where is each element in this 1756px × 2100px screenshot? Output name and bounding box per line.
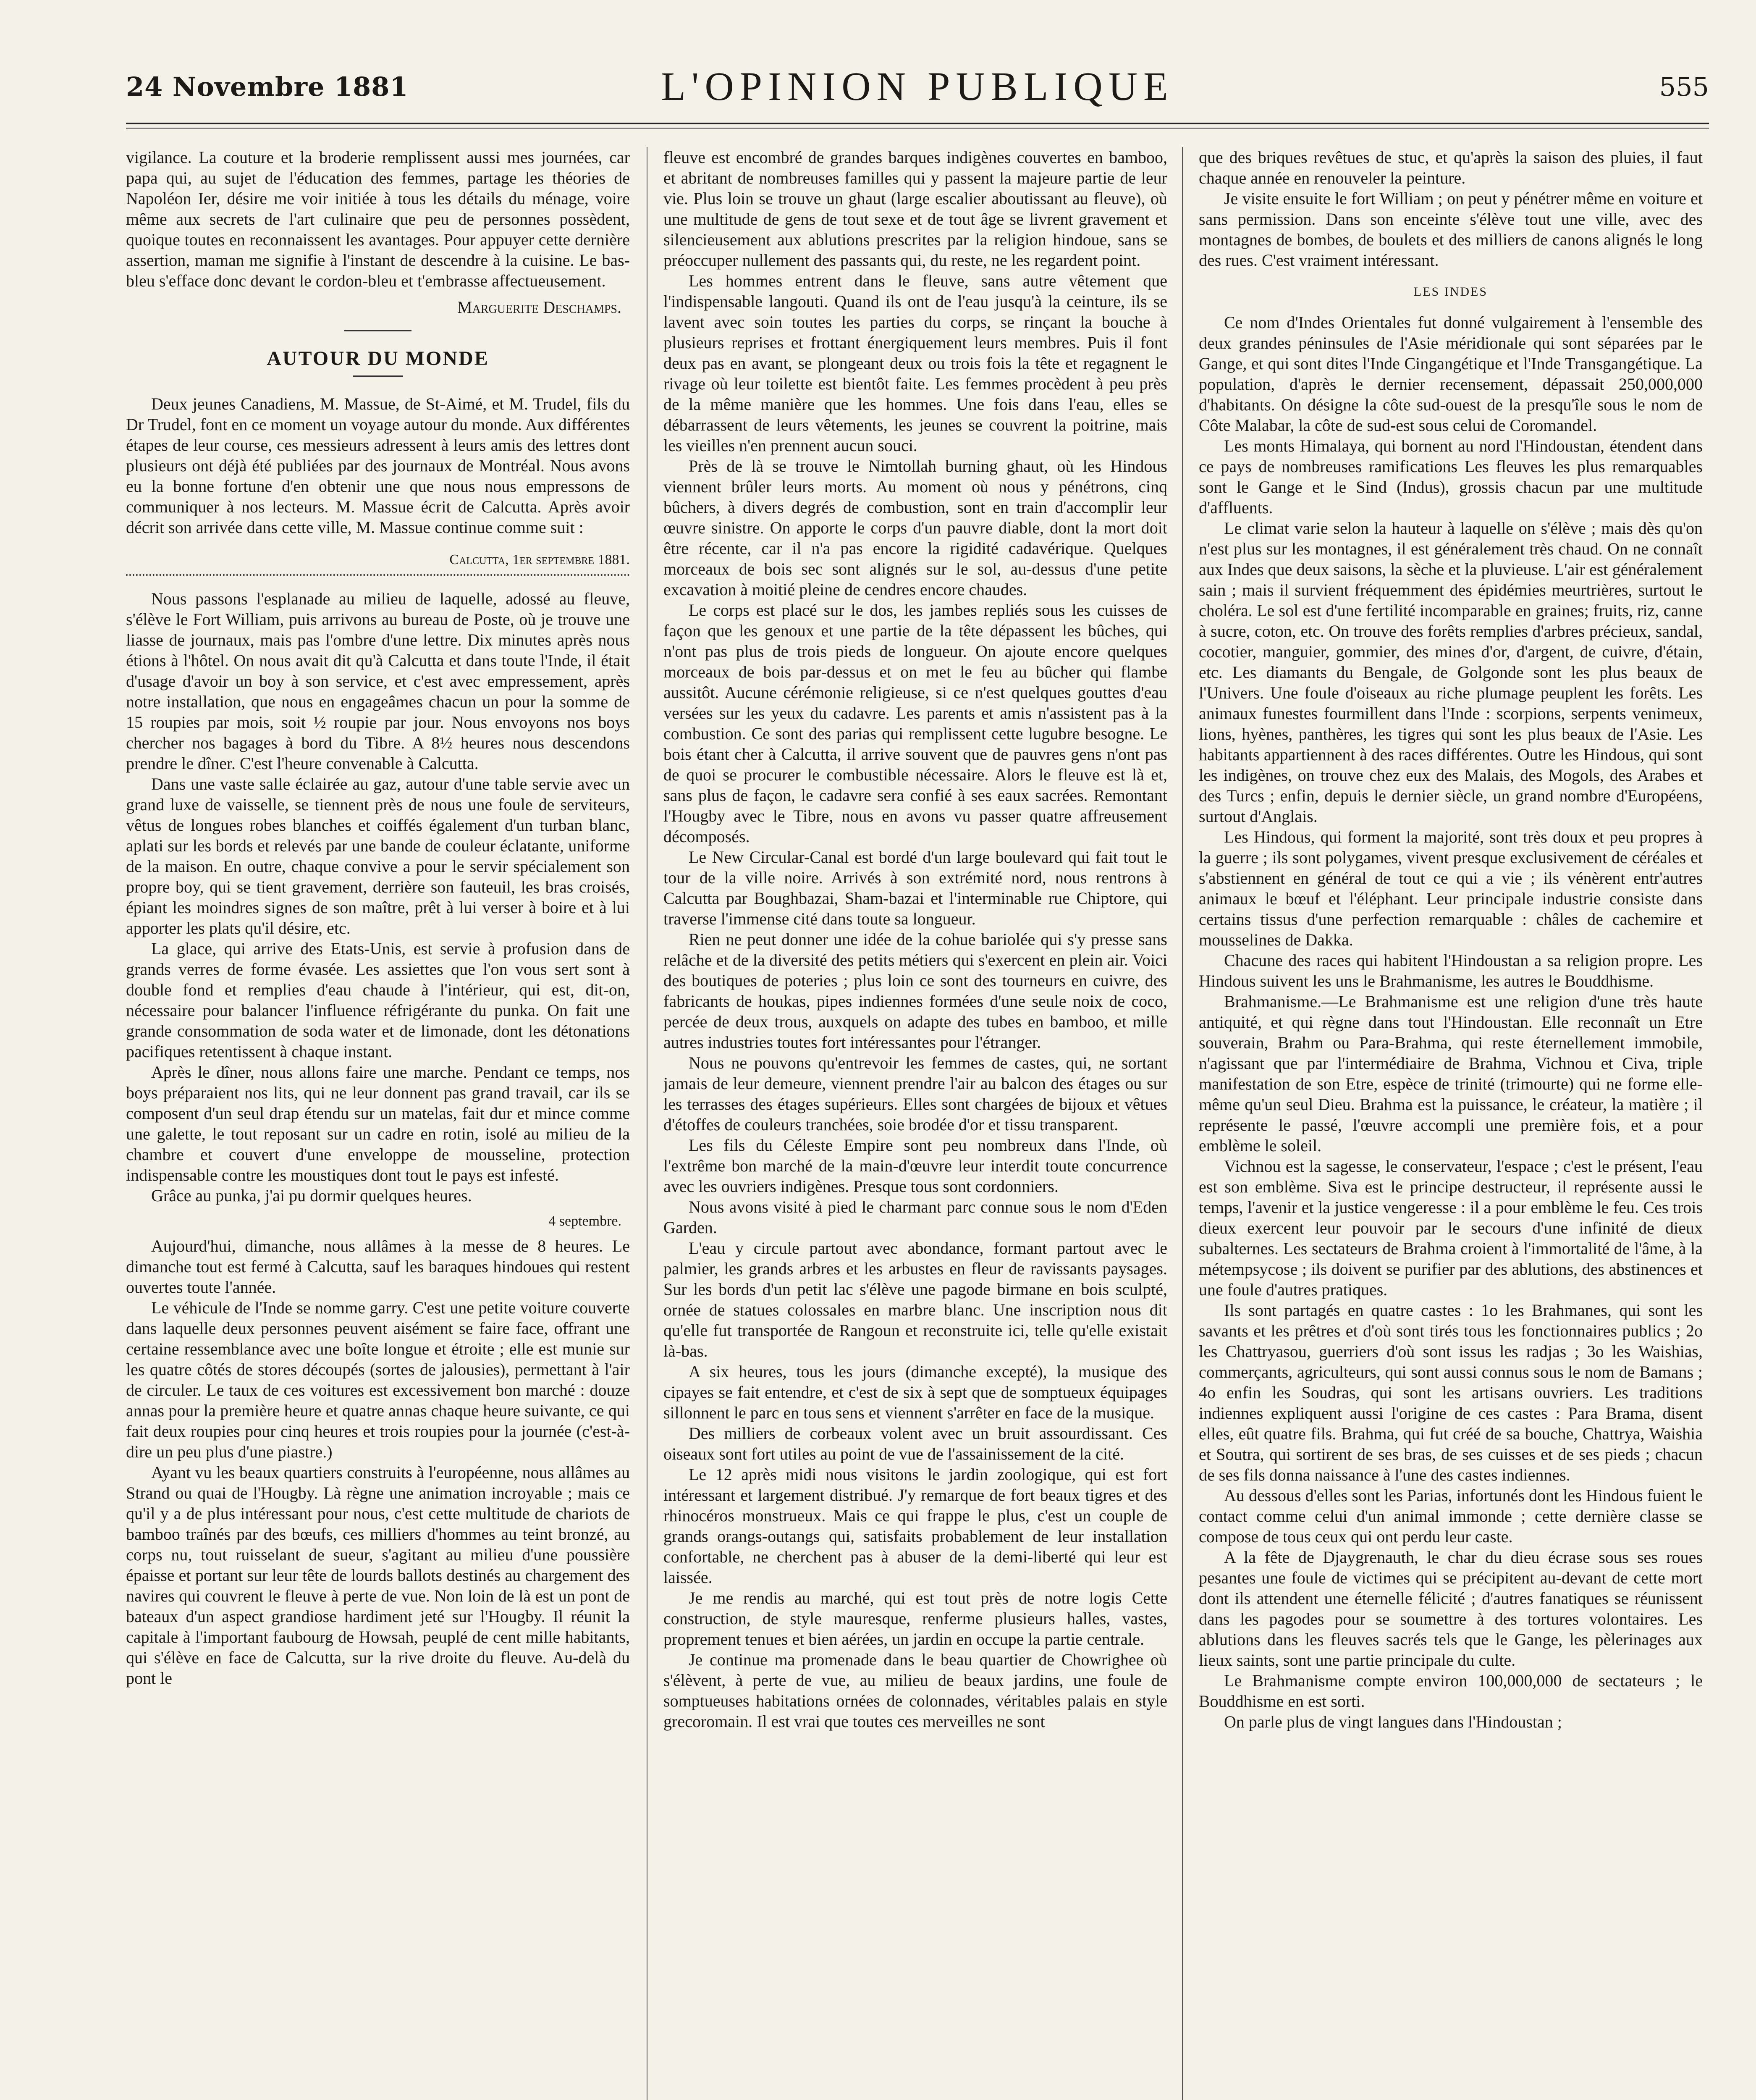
page-number: 555 [1659,71,1709,102]
paragraph: Nous passons l'esplanade au milieu de laquelle, adossé au fleuve, s'élève le Fort William, puis arrivons au bureau de Poste, où je trouve une liasse de journaux, mais pas l'ombre d'une lettre. Dix minutes après nous étions à l'hôtel. On nous avait dit qu'à Calcutta et dans toute l'Inde, il était d'usage d'avoir un boy à son service, et c'est avec empressement, après notre installation, que nous en engageâmes chacun un pour la somme de 15 roupies par mois, soit ½ roupie par jour. Nous envoyons nos boys chercher nos bagages à bord du Tibre. A 8½ heures nous descendons prendre le dîner. C'est l'heure convenable à Calcutta. [126,589,630,773]
paragraph: Nous avons visité à pied le charmant parc connue sous le nom d'Eden Garden. [663,1197,1167,1237]
author-signature: Marguerite Deschamps. [457,298,621,317]
paragraph: fleuve est encombré de grandes barques indigènes couvertes en bamboo, et abritant de nombreuses familles qui y passent la majeure partie de leur vie. Plus loin se trouve un ghaut (large escalier aboutissant au fleuve), où une multitude de gens de tout sexe et de tout âge se livrent gravement et silencieusement aux ablutions prescrites par la religion hindoue, sans se préoccuper nullement des passants qui, du reste, ne les regardent point. [663,148,1167,270]
paragraph: Brahmanisme.—Le Brahmanisme est une religion d'une très haute antiquité, et qui règne dans tout l'Hindoustan. Elle reconnaît un Etre souverain, Brahm ou Para-Brahma, qui reste éternellement immobile, n'agissant que par l'intermédiaire de Brahma, Vichnou et Civa, triple manifestation de son Etre, espèce de trinité (trimourte) qui ne forme elle-même qu'un seul Dieu. Brahma est la puissance, le créateur, la matière ; il représente le passé, l'œuvre accompli une première fois, et a pour emblème le soleil. [1199,992,1703,1155]
dotted-separator [126,574,630,576]
paragraph: A six heures, tous les jours (dimanche excepté), la musique des cipayes se fait entendre, et c'est de six à sept que de somptueux équipages sillonnent le parc en tous sens et viennent s'arrêter en face de la musique. [663,1362,1167,1422]
issue-date: 24 Novembre 1881 [126,71,409,102]
paragraph: Les monts Himalaya, qui bornent au nord l'Hindoustan, étendent dans ce pays de nombreuses ramifications Les fleuves les plus remarquables sont le Gange et le Sind (Indus), grossis chacun par une multitude d'affluents. [1199,436,1703,517]
paragraph: L'eau y circule partout avec abondance, formant partout avec le palmier, les grands arbres et les arbustes en fleur de ravissants paysages. Sur les bords d'un petit lac s'élève une pagode birmane en bois sculpté, ornée de statues colossales en marbre blanc. Une inscription nous dit qu'elle fut transportée de Rangoun et reconstruite ici, telle qu'elle existait là-bas. [663,1239,1167,1360]
masthead-rule [126,123,1709,124]
paragraph: Je visite ensuite le fort William ; on peut y pénétrer même en voiture et sans permission. Dans son enceinte s'élève tout une ville, avec des montagnes de bombes, de boulets et des milliers de canons alignés le long des rues. C'est vraiment intéressant. [1199,189,1703,270]
paragraph: La glace, qui arrive des Etats-Unis, est servie à profusion dans de grands verres de forme évasée. Les assiettes que l'on vous sert sont à double fond et remplies d'eau chaude à l'intérieur, qui est, dit-on, nécessaire pour balancer l'influence réfrigérante du punka. On fait une grande consommation de soda water et de limonade, dont les détonations pacifiques retentissent à chaque instant. [126,939,630,1061]
paragraph: Le climat varie selon la hauteur à laquelle on s'élève ; mais dès qu'on n'est plus sur les montagnes, il est généralement très chaud. On ne connaît aux Indes que deux saisons, la sèche et la pluvieuse. L'air est généralement sain ; mais il survient fréquemment des épidémies meurtrières, surtout le choléra. Le sol est d'une fertilité incomparable en graines; fruits, riz, canne à sucre, coton, etc. On trouve des forêts remplies d'arbres précieux, sandal, cocotier, manguier, gommier, des mines d'or, d'argent, de cuivre, d'étain, etc. Les diamants du Bengale, de Golgonde sont les plus beaux de l'Univers. Une foule d'oiseaux au riche plumage peuplent les forêts. Les animaux funestes fourmillent dans l'Inde : scorpions, serpents venimeux, lions, hyènes, panthères, les tigres qui sont les plus beaux de l'Asie. Les habitants appartiennent à des races différentes. Outre les Hindous, qui sont les indigènes, on trouve chez eux des Malais, des Mogols, des Arabes et des Turcs ; enfin, depuis le dernier siècle, un grand nombre d'Européens, surtout d'Anglais. [1199,519,1703,826]
paragraph: Ils sont partagés en quatre castes : 1o les Brahmanes, qui sont les savants et les prêtres et d'où sont tirés tous les fonctionnaires publics ; 2o les Chattryasou, guerriers d'où sont issus les radjas ; 3o les Waishias, commerçants, agriculteurs, qui sont aussi connus sous le nom de Bamans ; 4o enfin les Soudras, qui sont les artisans ouvriers. Les traditions indiennes expliquent aussi l'origine de ces castes : Para Brama, disent elles, eût quatre fils. Brahma, qui fut créé de sa bouche, Chattrya, Waishia et Soutra, qui sortirent de ses bras, de ses cuisses et de ses pieds ; chacun de ses fils donna naissance à l'une des castes indiennes. [1199,1301,1703,1484]
paragraph: que des briques revêtues de stuc, et qu'après la saison des pluies, il faut chaque année en renouveler la peinture. [1199,148,1703,187]
paragraph: Les Hindous, qui forment la majorité, sont très doux et peu propres à la guerre ; ils sont polygames, vivent presque exclusivement de céréales et s'abstiennent en général de tout ce qui a vie ; ils vénèrent entr'autres animaux le bœuf et l'éléphant. Leur principale industrie consiste dans certains tissus d'une perfection remarquable : châles de cachemire et mousselines de Dakka. [1199,827,1703,949]
paragraph: Je continue ma promenade dans le beau quartier de Chowrighee où s'élèvent, à perte de vue, au milieu de beaux jardins, une foule de somptueuses habitations ornées de colonnades, véritables palais en style grecoromain. Il est vrai que toutes ces merveilles ne sont [663,1650,1167,1731]
paragraph: Grâce au punka, j'ai pu dormir quelques heures. [151,1186,472,1205]
column-3 [1199,147,1703,2100]
separator-rule [353,375,403,377]
section-title: AUTOUR DU MONDE [267,347,489,370]
column-2 [663,147,1167,2100]
column-1 [126,147,630,2100]
paragraph: Rien ne peut donner une idée de la cohue bariolée qui s'y presse sans relâche et de la diversité des petits métiers qui s'exercent en plein air. Voici des boutiques de poteries ; plus loin ce sont des tourneurs en cuivre, des fabricants de houkas, pipes indiennes formées d'une seule noix de coco, percée de deux trous, auxquels on adapte des tubes en bamboo, et mille autres industries toutes fort intéressantes pour l'étranger. [663,930,1167,1052]
separator-rule [344,330,411,331]
paragraph: Des milliers de corbeaux volent avec un bruit assourdissant. Ces oiseaux sont fort utiles au point de vue de l'assainissement de la cité. [663,1424,1167,1463]
newspaper-title: L'OPINION PUBLIQUE [661,64,1174,109]
section-subheading: LES INDES [1413,285,1488,299]
paragraph: Je me rendis au marché, qui est tout près de notre logis Cette construction, de style mauresque, renferme plusieurs halles, vastes, proprement tenues et bien aérées, un jardin en occupe la partie centrale. [663,1588,1167,1648]
paragraph: Ayant vu les beaux quartiers construits à l'européenne, nous allâmes au Strand ou quai de l'Hougby. Là règne une animation incroyable ; mais ce qu'il y a de plus intéressant pour nous, c'est cette multitude de chariots de bamboo traînés par des bœufs, ces milliers d'hommes au teint bronzé, au corps nu, tout ruisselant de sueur, s'agitant au milieu d'une poussière épaisse et portant sur leur tête de lourds ballots destinés au chargement des navires qui couvrent le fleuve à perte de vue. Non loin de là est un pont de bateaux d'un aspect grandiose hardiment jeté sur l'Hougby. Il réunit la capitale à l'important faubourg de Howsah, peuplé de cent mille habitants, qui s'élève en face de Calcutta, sur la rive droite du fleuve. Au-delà du pont le [126,1463,630,1688]
paragraph: Après le dîner, nous allons faire une marche. Pendant ce temps, nos boys préparaient nos lits, qui ne leur donnent pas grand travail, car ils se composent d'un seul drap étendu sur un matelas, fait dur et mince comme une galette, le tout reposant sur un cadre en rotin, isolé au milieu de la chambre et couvert d'une enveloppe de mousseline, protection indispensable contre les moustiques dont tout le pays est infesté. [126,1063,630,1184]
masthead-rule-thin [126,128,1709,129]
paragraph: Deux jeunes Canadiens, M. Massue, de St-Aimé, et M. Trudel, fils du Dr Trudel, font en ce moment un voyage autour du monde. Aux différentes étapes de leur course, ces messieurs adressent à leurs amis des lettres dont plusieurs ont déjà été publiées par des journaux de Montréal. Nous avons eu la bonne fortune d'en obtenir une que nous nous empressons de communiquer à nos lecteurs. M. Massue écrit de Calcutta. Après avoir décrit son arrivée dans cette ville, M. Massue continue comme suit : [126,394,630,537]
paragraph: Aujourd'hui, dimanche, nous allâmes à la messe de 8 heures. Le dimanche tout est fermé à Calcutta, sauf les baraques hindoues qui restent ouvertes toute l'année. [126,1236,630,1297]
paragraph: Dans une vaste salle éclairée au gaz, autour d'une table servie avec un grand luxe de vaisselle, se tiennent près de nous une foule de serviteurs, vêtus de longues robes blanches et coiffés également d'un turban blanc, aplati sur les bords et relevés par une bande de couleur éclatante, uniforme de la maison. En outre, chaque convive a pour le servir spécialement son propre boy, qui se tient gravement, derrière son fauteuil, les bras croisés, épiant les moindres signes de son maître, prêt à lui verser à boire et à lui apporter les plats qu'il désire, etc. [126,774,630,937]
paragraph: Le 12 après midi nous visitons le jardin zoologique, qui est fort intéressant et largement distribué. J'y remarque de fort beaux tigres et des rhinocéros monstrueux. Mais ce qui frappe le plus, c'est un couple de grands orangs-outangs qui, satisfaits probablement de leur installation confortable, ne cherchent pas à abuser de la demi-liberté qui leur est laissée. [663,1465,1167,1587]
paragraph: Près de là se trouve le Nimtollah burning ghaut, où les Hindous viennent brûler leurs morts. Au moment où nous y pénétrons, cinq bûchers, à divers degrés de combustion, sont en train d'accomplir leur œuvre sinistre. On apporte le corps d'un pauvre diable, dont la mort doit être récente, car il n'a pas encore la rigidité cadavérique. Quelques morceaux de bois sec sont alignés sur le sol, au-dessus d'une petite excavation à moitié pleine de cendres encore chaudes. [663,457,1167,599]
paragraph: On parle plus de vingt langues dans l'Hindoustan ; [1224,1712,1562,1731]
column-separator [1182,147,1183,2100]
paragraph: Au dessous d'elles sont les Parias, infortunés dont les Hindous fuient le contact comme celui d'un animal immonde ; cette dernière classe se compose de tous ceux qui ont perdu leur caste. [1199,1486,1703,1546]
paragraph: Nous ne pouvons qu'entrevoir les femmes de castes, qui, ne sortant jamais de leur demeure, viennent prendre l'air au balcon des étages ou sur les terrasses des étages supérieurs. Elles sont chargées de bijoux et vêtues d'étoffes de couleurs tranchées, soie brodée d'or et tissu transparent. [663,1053,1167,1134]
paragraph: A la fête de Djaygrenauth, le char du dieu écrase sous ses roues pesantes une foule de victimes qui se précipitent au-devant de cette mort dont ils attendent une éternelle félicité ; d'autres fanatiques se réunissent dans les pagodes pour se soumettre à des tortures volontaires. Les ablutions dans les fleuves sacrés tels que le Gange, les pèlerinages aux lieux saints, sont une partie principale du culte. [1199,1548,1703,1670]
letter-dateline: 4 septembre. [548,1213,621,1229]
paragraph: vigilance. La couture et la broderie remplissent aussi mes journées, car papa qui, au sujet de l'éducation des femmes, partage les théories de Napoléon Ier, désire me voir initiée à tous les détails du ménage, voire même aux secrets de l'art culinaire que peu de personnes possèdent, quoique toutes en reconnaissent les avantages. Pour appuyer cette dernière assertion, maman me signifie à l'instant de descendre à la cuisine. Le bas-bleu s'efface donc devant le cordon-bleu et t'embrasse affectueusement. [126,148,630,290]
paragraph: Le véhicule de l'Inde se nomme garry. C'est une petite voiture couverte dans laquelle deux personnes peuvent aisément se faire face, offrant une certaine ressemblance avec une boîte longue et étroite ; elle est munie sur les quatre côtés de stores découpés (sortes de jalousies), permettant à l'air de circuler. Le taux de ces voitures est excessivement bon marché : douze annas pour la première heure et quatre annas chaque heure suivante, ce qui fait deux roupies pour cinq heures et trois roupies pour la journée (c'est-à-dire un peu plus d'une piastre.) [126,1298,630,1461]
paragraph: Chacune des races qui habitent l'Hindoustan a sa religion propre. Les Hindous suivent les uns le Brahmanisme, les autres le Bouddhisme. [1199,951,1703,990]
paragraph: Ce nom d'Indes Orientales fut donné vulgairement à l'ensemble des deux grandes péninsules de l'Asie méridionale qui sont séparées par le Gange, et qui sont dites l'Inde Cingangétique et l'Inde Transgangétique. La population, d'après le dernier recensement, dépassait 250,000,000 d'habitants. On désigne la côte sud-ouest de la presqu'île sous le nom de Côte Malabar, la côte de sud-est sous celui de Coromandel. [1199,313,1703,435]
letter-dateline: Calcutta, 1er septembre 1881. [449,552,630,567]
paragraph: Les hommes entrent dans le fleuve, sans autre vêtement que l'indispensable langouti. Quand ils ont de l'eau jusqu'à la ceinture, ils se lavent avec soin toutes les parties du corps, se rinçant la bouche à plusieurs reprises et frottant énergiquement leurs membres. Puis il font deux pas en avant, se plongeant deux ou trois fois la tête et regagnent le rivage où leur toilette est bientôt faite. Les femmes procèdent à peu près de la même manière que les hommes. Une fois dans l'eau, elles se débarrassent de leurs vêtements, les jeunes se couvrent la poitrine, mais les vieilles n'en prennent aucun souci. [663,271,1167,455]
paragraph: Les fils du Céleste Empire sont peu nombreux dans l'Inde, où l'extrême bon marché de la main-d'œuvre leur interdit toute concurrence avec les ouvriers indigènes. Presque tous sont cordonniers. [663,1136,1167,1196]
paragraph: Le New Circular-Canal est bordé d'un large boulevard qui fait tout le tour de la ville noire. Arrivés à son extrémité nord, nous rentrons à Calcutta par Boughbazai, Sham-bazai et l'interminable rue Chiptore, qui traverse l'immense cité dans toute sa longueur. [663,848,1167,928]
paragraph: Le corps est placé sur le dos, les jambes repliés sous les cuisses de façon que les genoux et une partie de la tête dépassent les bûches, qui n'ont pas plus de trois pieds de longueur. On ajoute encore quelques morceaux de bois par-dessus et on met le feu au bûcher qui flambe aussitôt. Aucune cérémonie religieuse, si ce n'est quelques gouttes d'eau versées sur les yeux du cadavre. Les parents et amis n'assistent pas à la combustion. Ce sont des parias qui remplissent cette lugubre besogne. Le bois étant cher à Calcutta, il arrive souvent que de pauvres gens n'ont pas de quoi se procurer le combustible nécessaire. Alors le fleuve est là et, sans plus de façon, le cadavre sera confié à ses eaux sacrées. Remontant l'Hougby avec le Tibre, nous en avons vu passer quatre affreusement décomposés. [663,601,1167,846]
paragraph: Le Brahmanisme compte environ 100,000,000 de sectateurs ; le Bouddhisme en est sorti. [1199,1671,1703,1711]
masthead [126,63,1709,122]
paragraph: Vichnou est la sagesse, le conservateur, l'espace ; c'est le présent, l'eau est son emblème. Siva est le principe destructeur, il représente aussi le temps, l'avenir et la justice vengeresse : il a pour emblème le feu. Ces trois dieux exercent leur pouvoir par le secours d'une infinité de dieux subalternes. Les sectateurs de Brahma croient à l'immortalité de l'âme, à la métempsycose ; ils doivent se purifier par des ablutions, des abstinences et une foule d'autres pratiques. [1199,1157,1703,1299]
